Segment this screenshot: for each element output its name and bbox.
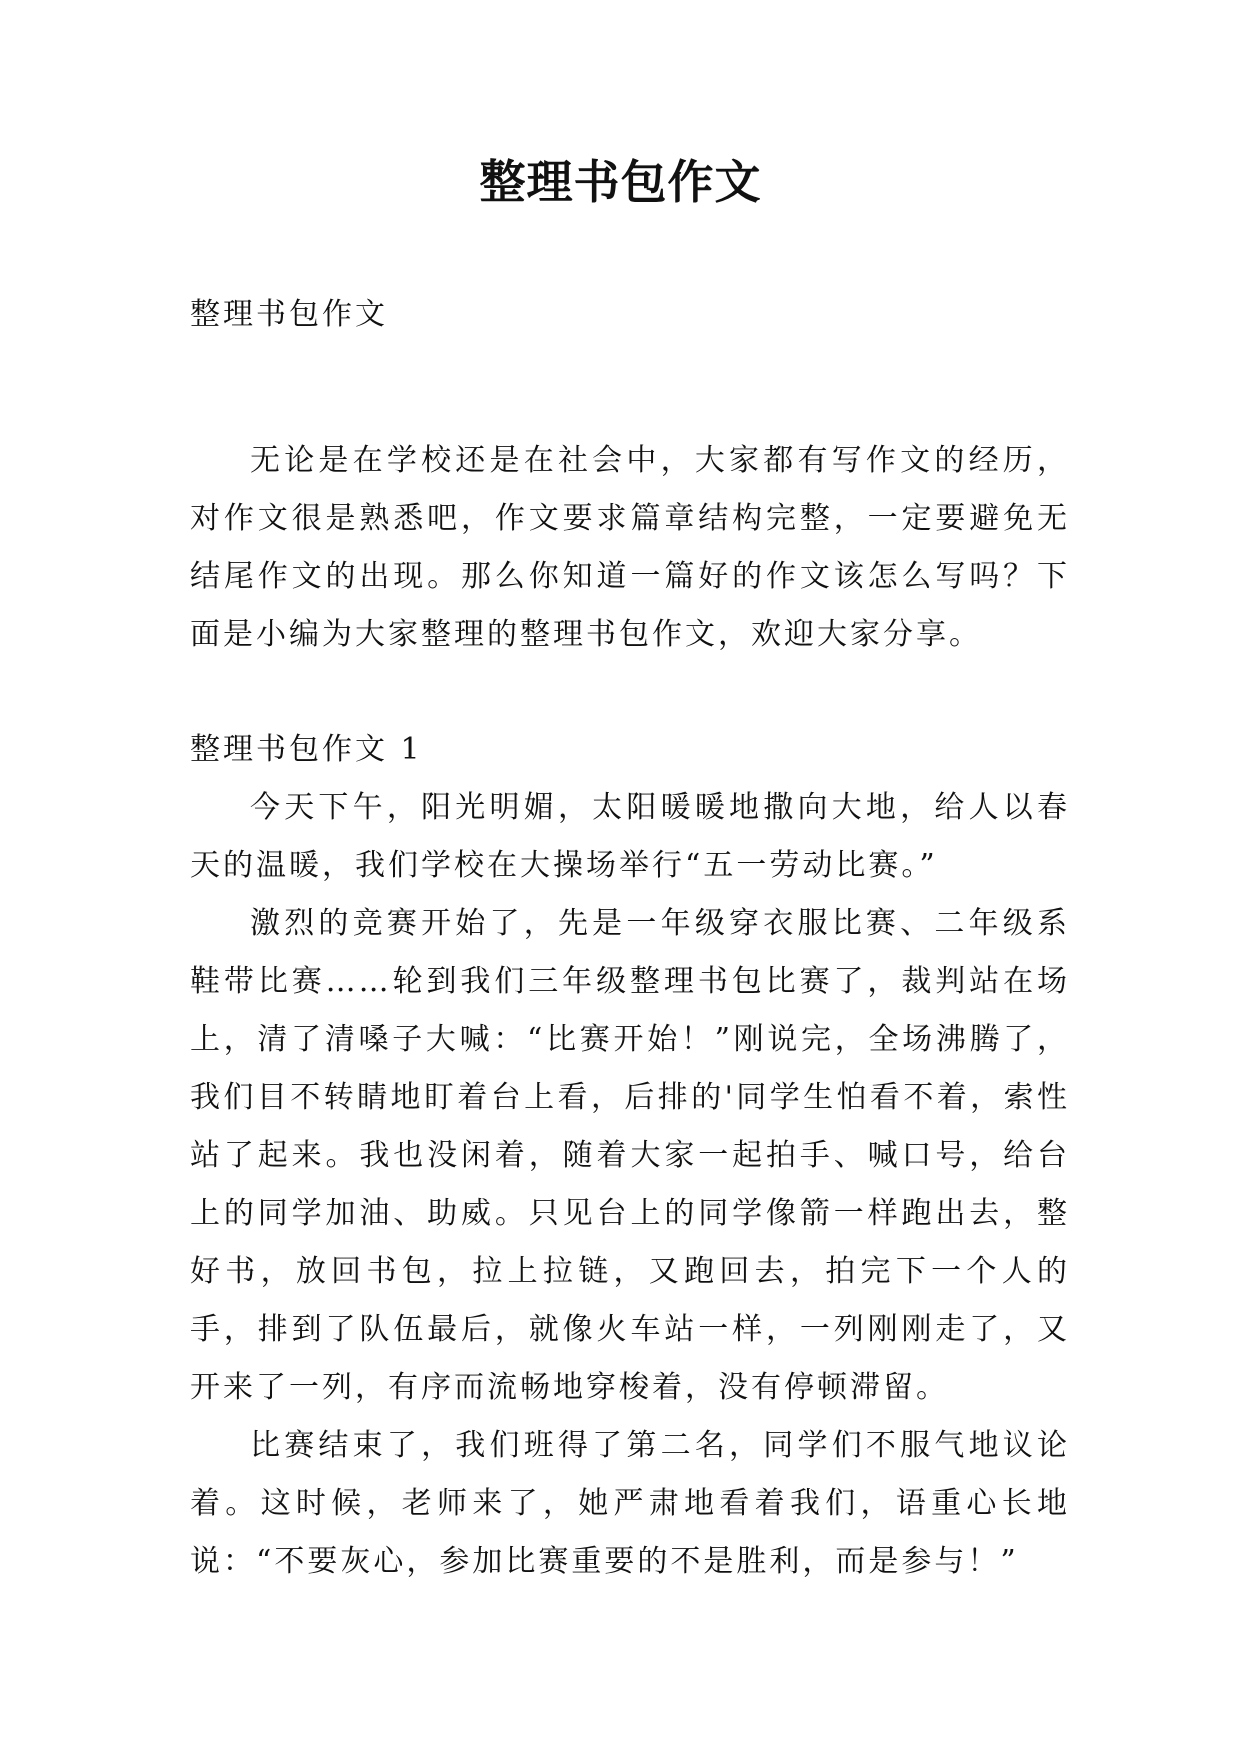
section-heading: 整理书包作文 1 xyxy=(190,732,423,767)
body-paragraph-3: 比赛结束了，我们班得了第二名，同学们不服气地议论着。这时候，老师来了，她严肃地看着我们，语重心长地说：“不要灰心，参加比赛重要的不是胜利，而是参与！” xyxy=(190,1428,1070,1579)
spacer xyxy=(190,664,1070,721)
intro-paragraph: 无论是在学校还是在社会中，大家都有写作文的经历，对作文很是熟悉吧，作文要求篇章结构完整，一定要避免无结尾作文的出现。那么你知道一篇好的作文该怎么写吗？下面是小编为大家整理的整理书包作文，欢迎大家分享。 xyxy=(190,443,1070,652)
document-title: 整理书包作文 xyxy=(479,155,762,209)
body-paragraph-1: 今天下午，阳光明媚，太阳暖暖地撒向大地，给人以春天的温暖，我们学校在大操场举行“五一劳动比赛。” xyxy=(190,790,1070,883)
document-subtitle: 整理书包作文 xyxy=(190,297,388,332)
spacer xyxy=(190,344,1070,432)
body-paragraph-2: 激烈的竞赛开始了，先是一年级穿衣服比赛、二年级系鞋带比赛……轮到我们三年级整理书包比赛了，裁判站在场上，清了清嗓子大喊：“比赛开始！”刚说完，全场沸腾了，我们目不转睛地盯着台上看，后排的'同学生怕看不着，索性站了起来。我也没闲着，随着大家一起拍手、喊口号，给台上的同学加油、助威。只见台上的同学像箭一样跑出去，整好书，放回书包，拉上拉链，又跑回去，拍完下一个人的手，排到了队伍最后，就像火车站一样，一列刚刚走了，又开来了一列，有序而流畅地穿梭着，没有停顿滞留。 xyxy=(190,906,1070,1405)
document-body xyxy=(190,286,1070,1591)
